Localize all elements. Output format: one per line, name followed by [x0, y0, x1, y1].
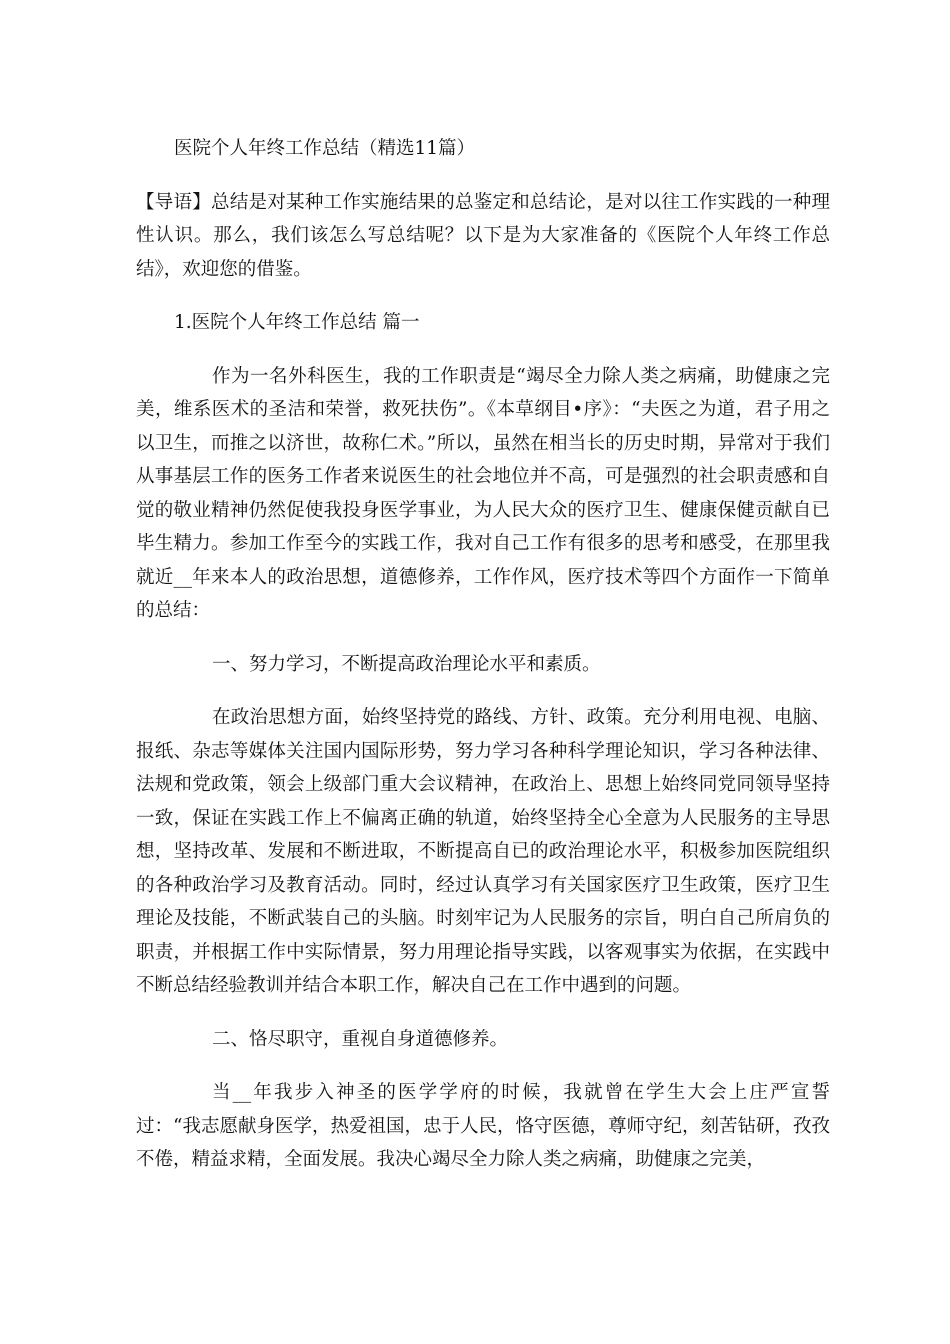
paragraph-1: 作为一名外科医生，我的工作职责是“竭尽全力除人类之病痛，助健康之完美，维系医术的圣洁和荣誉，救死扶伤”。《本草纲目•序》：“夫医之为道，君子用之以卫生，而推之以济世，故称仁术。”所以，虽然在相当长的历史时期，异常对于我们从事基层工作的医务工作者来说医生的社会地位并不高，可是强烈的社会职责感和自觉的敬业精神仍然促使我投身医学事业，为人民大众的医疗卫生、健康保健贡献自已毕生精力。参加工作至今的实践工作，我对自己工作有很多的思考和感受，在那里我就近__年来本人的政治思想，道德修养，工作作风，医疗技术等四个方面作一下简单的总结：: [136, 365, 830, 621]
section-title: 1.医院个人年终工作总结 篇一: [174, 312, 420, 333]
subheading-1: 一、努力学习，不断提高政治理论水平和素质。: [212, 653, 601, 675]
lead-paragraph: 【导语】总结是对某种工作实施结果的总鉴定和总结论，是对以往工作实践的一种理性认识。那么，我们该怎么写总结呢？以下是为大家准备的《医院个人年终工作总结》，欢迎您的借鉴。: [136, 191, 830, 280]
document-title: 医院个人年终工作总结（精选11篇）: [174, 138, 476, 159]
paragraph-3: 当__年我步入神圣的医学学府的时候，我就曾在学生大会上庄严宣誓过：“我志愿献身医学，热爱祖国，忠于人民，恪守医德，尊师守纪，刻苦钻研，孜孜不倦，精益求精，全面发展。我决心竭尽全力除人类之病痛，助健康之完美，: [136, 1082, 830, 1170]
paragraph-2: 在政治思想方面，始终坚持党的路线、方针、政策。充分利用电视、电脑、报纸、杂志等媒体关注国内国际形势，努力学习各种科学理论知识，学习各种法律、法规和党政策，领会上级部门重大会议精神，在政治上、思想上始终同党同领导坚持一致，保证在实践工作上不偏离正确的轨道，始终坚持全心全意为人民服务的主导思想，坚持改革、发展和不断进取，不断提高自已的政治理论水平，积极参加医院组织的各种政治学习及教育活动。同时，经过认真学习有关国家医疗卫生政策，医疗卫生理论及技能，不断武装自己的头脑。时刻牢记为人民服务的宗旨，明白自己所肩负的职责，并根据工作中实际情景，努力用理论指导实践，以客观事实为依据，在实践中不断总结经验教训并结合本职工作，解决自己在工作中遇到的问题。: [136, 707, 830, 996]
document-body: [136, 132, 830, 1197]
subheading-2: 二、恪尽职守，重视自身道德修养。: [212, 1028, 509, 1050]
